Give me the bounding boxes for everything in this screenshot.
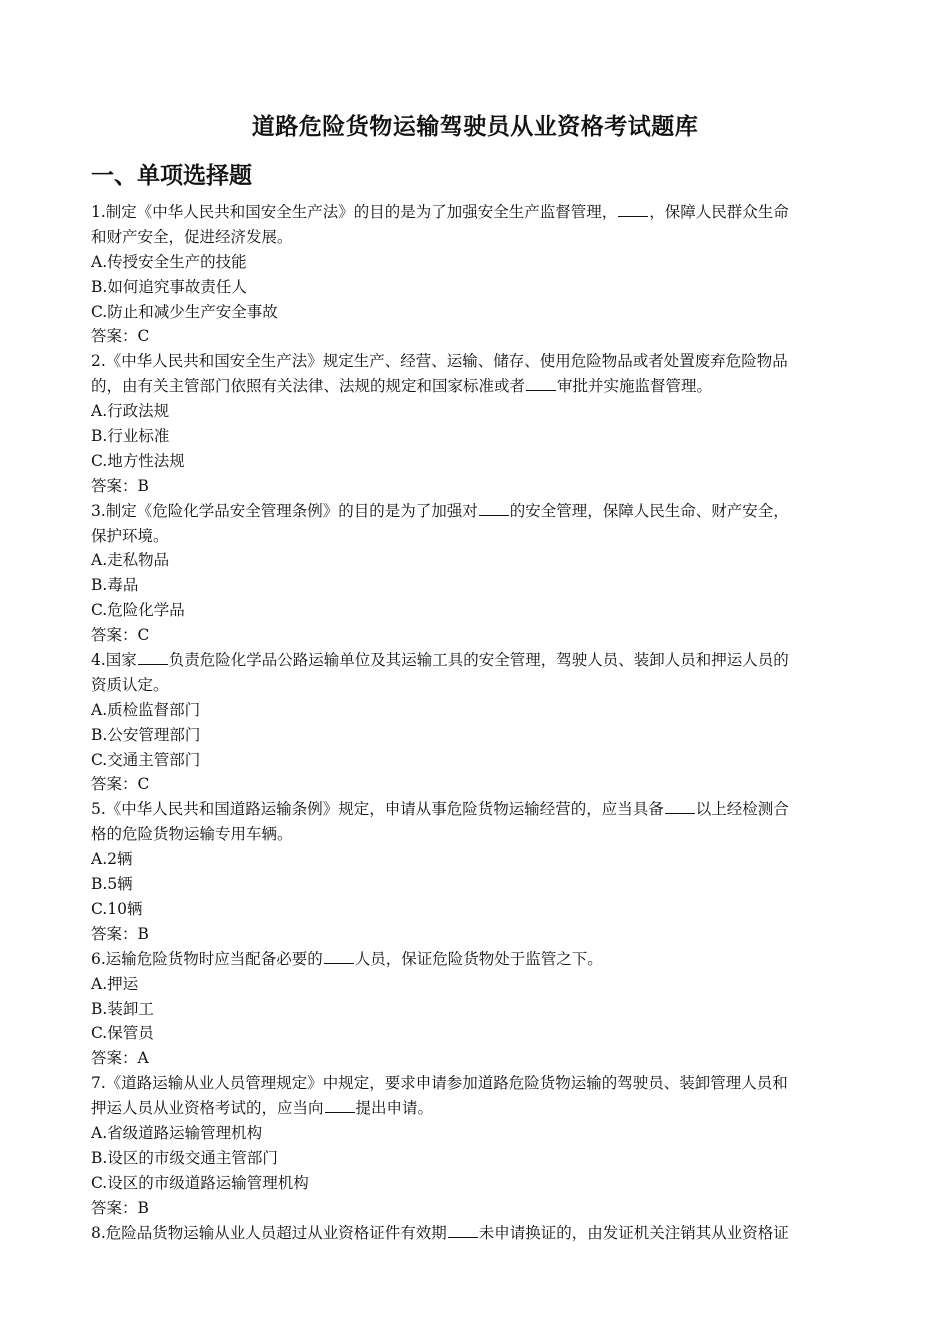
answer-option: B.5辆 <box>91 875 133 894</box>
answer-key: 答案：B <box>91 476 149 495</box>
stem-text: 格的危险货物运输专用车辆。 <box>91 825 293 844</box>
question-stem-line <box>91 1221 853 1246</box>
question-stem-line <box>91 1096 853 1121</box>
question-stem-line <box>91 822 853 847</box>
stem-text: 的安全管理，保障人民生命、财产安全， <box>509 501 789 520</box>
question-item <box>91 947 853 1071</box>
stem-text: 以上经检测合 <box>695 800 789 819</box>
answer-key: 答案：C <box>91 327 150 346</box>
answer-option: B.如何追究事故责任人 <box>91 277 247 296</box>
answer-option: A.省级道路运输管理机构 <box>91 1123 263 1142</box>
question-stem-line <box>91 947 853 972</box>
fill-in-blank <box>325 1098 355 1113</box>
stem-text: 2.《中华人民共和国安全生产法》规定生产、经营、运输、储存、使用危险物品或者处置废弃危险物品 <box>91 352 788 371</box>
stem-text: 未申请换证的，由发证机关注销其从业资格证 <box>478 1223 789 1242</box>
answer-key: 答案：A <box>91 1049 149 1068</box>
answer-key: 答案：C <box>91 626 150 645</box>
answer-option: C.设区的市级道路运输管理机构 <box>91 1173 309 1192</box>
answer-option: A.走私物品 <box>91 551 170 570</box>
stem-text: 资质认定。 <box>91 675 169 694</box>
question-item <box>91 499 853 648</box>
answer-option: A.行政法规 <box>91 402 170 421</box>
answer-key: 答案：B <box>91 1198 149 1217</box>
fill-in-blank <box>138 650 168 665</box>
question-stem-line <box>91 673 853 698</box>
question-item <box>91 648 853 797</box>
question-stem-line <box>91 349 853 374</box>
stem-text: 审批并实施监督管理。 <box>557 377 713 396</box>
stem-text: 押运人员从业资格考试的，应当向 <box>91 1099 324 1118</box>
stem-text: 提出申请。 <box>355 1099 434 1118</box>
answer-option: A.传授安全生产的技能 <box>91 252 247 271</box>
stem-text: 负责危险化学品公路运输单位及其运输工具的安全管理，驾驶人员、装卸人员和押运人员的 <box>168 651 789 670</box>
question-stem-line <box>91 648 853 673</box>
question-item <box>91 797 853 946</box>
fill-in-blank <box>665 799 695 814</box>
stem-text: 的，由有关主管部门依照有关法律、法规的规定和国家标准或者 <box>91 377 526 396</box>
answer-option: C.10辆 <box>91 899 143 918</box>
stem-text: 5.《中华人民共和国道路运输条例》规定，申请从事危险货物运输经营的，应当具备 <box>91 800 664 819</box>
answer-option: C.防止和减少生产安全事故 <box>91 302 278 321</box>
fill-in-blank <box>479 501 509 516</box>
fill-in-blank <box>526 376 556 391</box>
stem-text: 8.危险品货物运输从业人员超过从业资格证件有效期 <box>91 1223 447 1242</box>
fill-in-blank <box>448 1223 478 1238</box>
question-stem-line <box>91 1071 853 1096</box>
question-item <box>91 1221 853 1246</box>
question-list <box>91 200 853 1245</box>
fill-in-blank <box>618 202 648 217</box>
answer-option: A.质检监督部门 <box>91 700 201 719</box>
answer-key: 答案：B <box>91 924 149 943</box>
question-stem-line <box>91 524 853 549</box>
answer-option: B.设区的市级交通主管部门 <box>91 1148 278 1167</box>
stem-text: 保护环境。 <box>91 526 169 545</box>
stem-text: ，保障人民群众生命 <box>649 203 789 221</box>
question-stem-line <box>91 200 853 225</box>
answer-option: A.押运 <box>91 974 139 993</box>
question-stem-line <box>91 797 853 822</box>
stem-text: 和财产安全，促进经济发展。 <box>91 227 293 246</box>
stem-text: 6.运输危险货物时应当配备必要的 <box>91 949 323 968</box>
stem-text: 1.制定《中华人民共和国安全生产法》的目的是为了加强安全生产监督管理， <box>91 203 618 221</box>
question-item <box>91 349 853 498</box>
stem-text: 3.制定《危险化学品安全管理条例》的目的是为了加强对 <box>91 501 478 520</box>
answer-option: C.交通主管部门 <box>91 750 201 769</box>
answer-option: B.公安管理部门 <box>91 725 201 744</box>
stem-text: 4.国家 <box>91 651 137 670</box>
answer-option: C.地方性法规 <box>91 451 185 470</box>
question-stem-line <box>91 499 853 524</box>
question-stem-line <box>91 225 853 250</box>
answer-option: B.行业标准 <box>91 427 170 446</box>
answer-option: A.2辆 <box>91 850 133 869</box>
section-heading: 一、单项选择题 <box>91 162 252 189</box>
answer-option: C.保管员 <box>91 1024 154 1043</box>
fill-in-blank <box>324 949 354 964</box>
answer-option: B.装卸工 <box>91 999 154 1018</box>
document-title: 道路危险货物运输驾驶员从业资格考试题库 <box>251 113 699 140</box>
answer-key: 答案：C <box>91 775 150 794</box>
question-stem-line <box>91 374 853 399</box>
answer-option: B.毒品 <box>91 576 139 595</box>
stem-text: 7.《道路运输从业人员管理规定》中规定，要求申请参加道路危险货物运输的驾驶员、装卸管理人员和 <box>91 1074 788 1093</box>
stem-text: 人员，保证危险货物处于监管之下。 <box>354 949 603 968</box>
answer-option: C.危险化学品 <box>91 601 185 620</box>
question-item <box>91 200 853 349</box>
question-item <box>91 1071 853 1220</box>
